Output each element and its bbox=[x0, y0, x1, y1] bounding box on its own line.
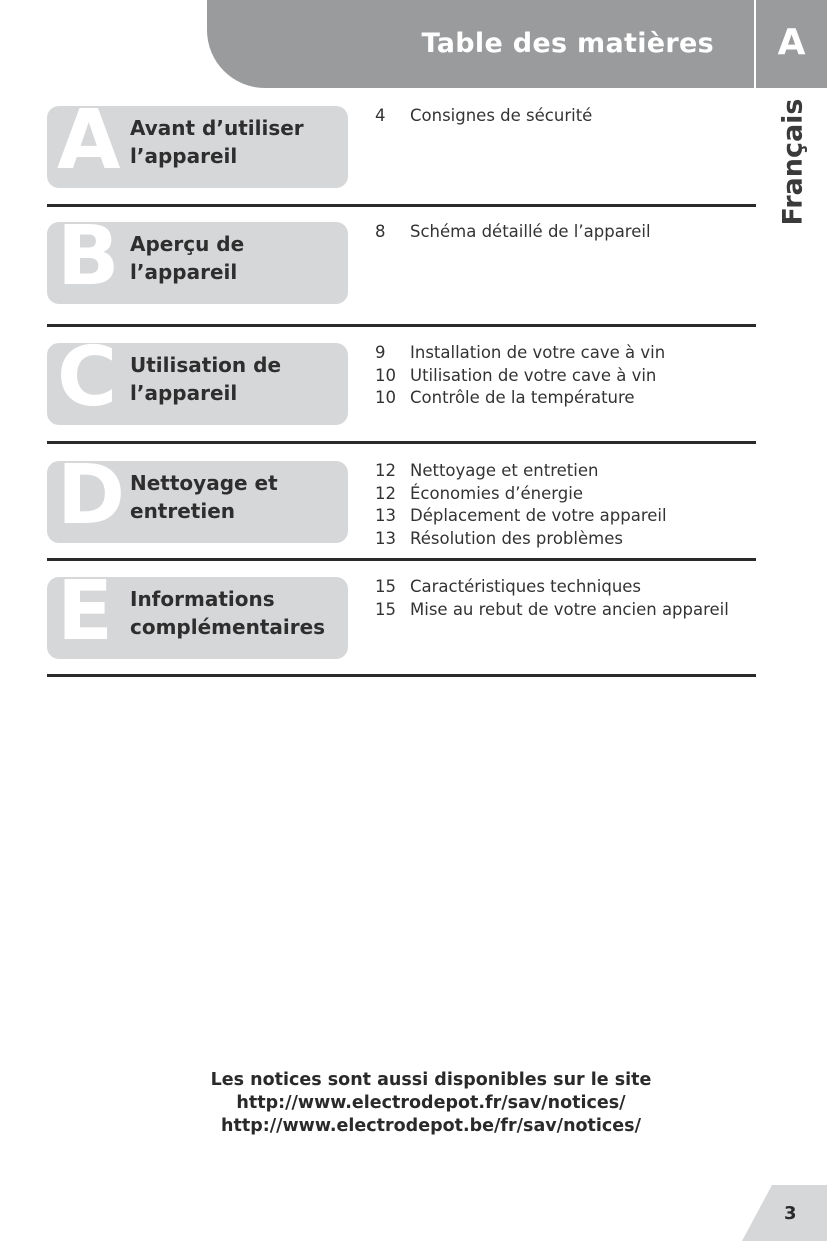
entry-text: Installation de votre cave à vin bbox=[410, 343, 666, 362]
section-box[interactable] bbox=[47, 461, 348, 543]
chapter-letter: A bbox=[777, 22, 806, 63]
entry-page: 4 bbox=[375, 106, 386, 125]
entry-page: 13 bbox=[375, 506, 396, 525]
section-title: Nettoyage et entretien bbox=[130, 471, 278, 523]
section-letter: C bbox=[57, 343, 118, 425]
entry-text: Mise au rebut de votre ancien appareil bbox=[410, 599, 729, 619]
section-divider bbox=[47, 324, 756, 327]
entry-text: Caractéristiques techniques bbox=[410, 577, 642, 596]
entry-text: Économies d’énergie bbox=[410, 483, 583, 503]
entry-text: Consignes de sécurité bbox=[410, 106, 593, 125]
toc-entry[interactable] bbox=[375, 365, 665, 388]
section-letter: B bbox=[57, 222, 120, 304]
footer-note bbox=[0, 1069, 827, 1138]
section-divider bbox=[47, 674, 756, 677]
toc-entry[interactable] bbox=[375, 387, 665, 410]
toc-entries bbox=[375, 221, 651, 244]
entry-text: Déplacement de votre appareil bbox=[410, 506, 667, 525]
section-letter: E bbox=[57, 577, 114, 659]
toc-entry[interactable] bbox=[375, 460, 667, 483]
toc-entry[interactable] bbox=[375, 528, 667, 551]
language-label: Français bbox=[777, 98, 809, 226]
entry-page: 10 bbox=[375, 365, 396, 385]
section-box[interactable] bbox=[47, 343, 348, 425]
entry-text: Schéma détaillé de l’appareil bbox=[410, 222, 651, 241]
section-box[interactable] bbox=[47, 106, 348, 188]
page-title: Table des matières bbox=[421, 28, 714, 59]
toc-entry[interactable] bbox=[375, 342, 665, 365]
toc-entries bbox=[375, 105, 592, 128]
section-title: Avant d’utiliser l’appareil bbox=[130, 116, 304, 168]
toc-entry[interactable] bbox=[375, 221, 651, 244]
entry-text: Utilisation de votre cave à vin bbox=[410, 365, 657, 385]
section-title: Informations complémentaires bbox=[130, 587, 326, 639]
toc-entries bbox=[375, 460, 667, 550]
footer-link-fr[interactable]: http://www.electrodepot.fr/sav/notices/ bbox=[236, 1093, 626, 1113]
footer-line: Les notices sont aussi disponibles sur le site bbox=[210, 1070, 652, 1090]
section-divider bbox=[47, 441, 756, 444]
entry-page: 12 bbox=[375, 483, 396, 503]
section-box[interactable] bbox=[47, 222, 348, 304]
section-title: Aperçu de l’appareil bbox=[130, 232, 245, 284]
entry-text: Contrôle de la température bbox=[410, 388, 635, 407]
section-divider bbox=[47, 558, 756, 561]
entry-page: 15 bbox=[375, 577, 396, 596]
section-title: Utilisation de l’appareil bbox=[130, 353, 282, 405]
section-divider bbox=[47, 204, 756, 207]
section-letter: D bbox=[57, 461, 126, 543]
toc-entry[interactable] bbox=[375, 483, 667, 506]
toc-entries bbox=[375, 576, 729, 621]
entry-page: 12 bbox=[375, 461, 396, 480]
entry-page: 9 bbox=[375, 343, 386, 362]
entry-page: 8 bbox=[375, 222, 386, 241]
section-box[interactable] bbox=[47, 577, 348, 659]
toc-entries bbox=[375, 342, 665, 410]
footer-link-be[interactable]: http://www.electrodepot.be/fr/sav/notices/ bbox=[221, 1116, 641, 1136]
entry-page: 15 bbox=[375, 599, 396, 619]
entry-text: Nettoyage et entretien bbox=[410, 461, 599, 480]
entry-page: 13 bbox=[375, 528, 396, 548]
chapter-letter-box bbox=[756, 0, 827, 88]
section-letter: A bbox=[57, 106, 121, 188]
toc-entry[interactable] bbox=[375, 599, 729, 622]
header-bar bbox=[207, 0, 754, 88]
entry-text: Résolution des problèmes bbox=[410, 528, 623, 548]
page-number: 3 bbox=[784, 1203, 797, 1224]
toc-entry[interactable] bbox=[375, 105, 592, 128]
entry-page: 10 bbox=[375, 388, 396, 407]
toc-entry[interactable] bbox=[375, 505, 667, 528]
toc-entry[interactable] bbox=[375, 576, 729, 599]
